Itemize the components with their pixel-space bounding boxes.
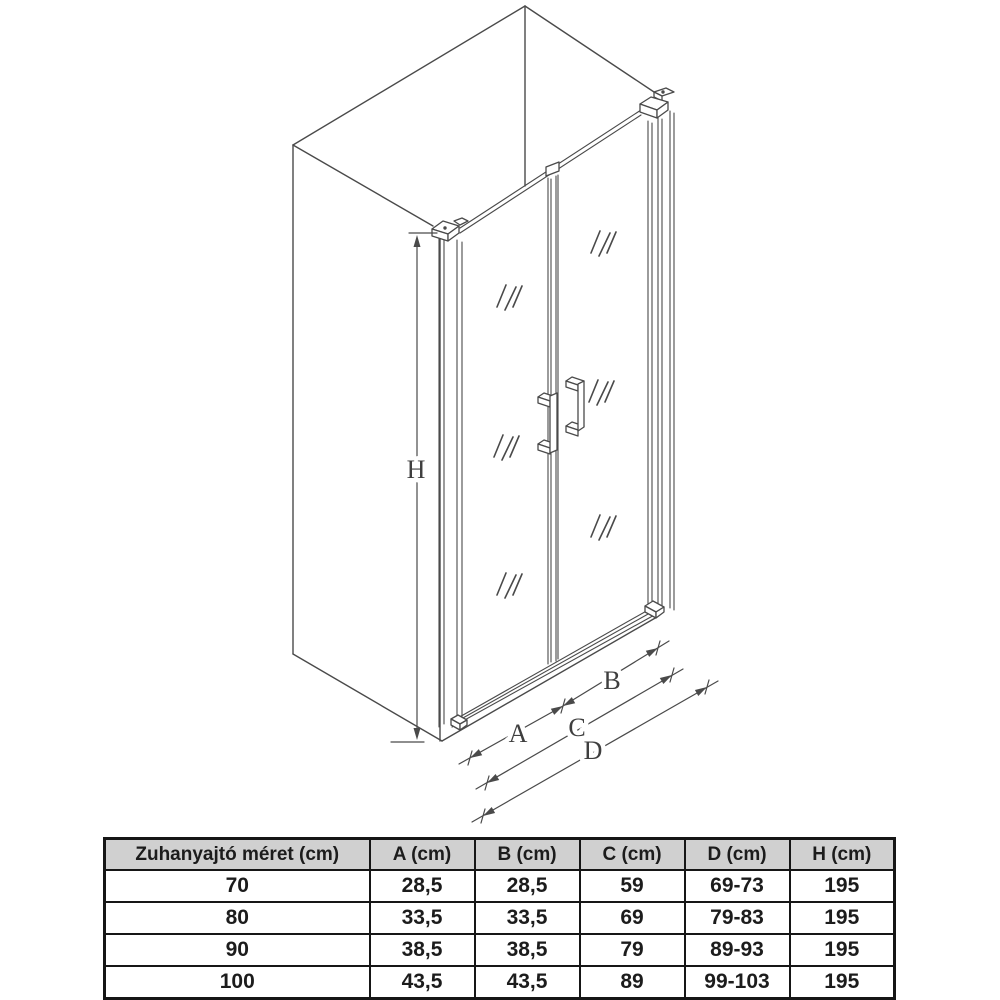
table-row: [105, 966, 895, 999]
cell-c: 89: [580, 966, 685, 999]
dimension-label-A: A: [508, 719, 528, 748]
dimension-d: [472, 680, 718, 823]
cell-c: 79: [580, 934, 685, 966]
dimension-label-D: D: [583, 736, 603, 765]
dimension-label-H: H: [406, 455, 426, 484]
cell-size: 80: [105, 902, 370, 934]
column-header-b: B (cm): [475, 839, 580, 871]
table-row: [105, 870, 895, 902]
dimension-height: [391, 233, 437, 742]
glass-reflection-mark: [494, 435, 519, 460]
cell-a: 33,5: [370, 902, 475, 934]
glass-reflection-mark: [591, 231, 616, 256]
cell-c: 59: [580, 870, 685, 902]
cell-a: 28,5: [370, 870, 475, 902]
right-door-handle: [566, 377, 584, 436]
right-wall-post: [648, 111, 674, 612]
cell-b: 28,5: [475, 870, 580, 902]
enclosure-box-outline: [293, 6, 657, 741]
left-mounting-bracket: [432, 218, 468, 241]
glass-reflection-mark: [497, 573, 522, 598]
column-header-h: H (cm): [790, 839, 895, 871]
right-mounting-bracket: [640, 88, 674, 118]
cell-size: 70: [105, 870, 370, 902]
bracket-screw-dot: [443, 226, 446, 229]
cell-h: 195: [790, 902, 895, 934]
glass-reflection-mark: [591, 515, 616, 540]
cell-d: 99-103: [685, 966, 790, 999]
dimension-label-B: B: [603, 666, 621, 695]
cell-size: 90: [105, 934, 370, 966]
column-header-size: Zuhanyajtó méret (cm): [105, 839, 370, 871]
cell-a: 38,5: [370, 934, 475, 966]
cell-h: 195: [790, 870, 895, 902]
cell-b: 43,5: [475, 966, 580, 999]
table-row: [105, 902, 895, 934]
right-foot-bracket: [645, 601, 664, 618]
table-row: [105, 934, 895, 966]
cell-b: 38,5: [475, 934, 580, 966]
cell-b: 33,5: [475, 902, 580, 934]
cell-size: 100: [105, 966, 370, 999]
cell-d: 69-73: [685, 870, 790, 902]
cell-c: 69: [580, 902, 685, 934]
dimension-label-C: C: [568, 713, 586, 742]
column-header-c: C (cm): [580, 839, 685, 871]
size-spec-table: [103, 837, 896, 1000]
bracket-screw-dot: [661, 90, 664, 93]
glass-reflection-mark: [497, 285, 522, 310]
glass-reflection-mark: [589, 380, 614, 405]
center-pivot-block: [546, 162, 559, 176]
table-header-row: [105, 839, 895, 871]
left-wall-post: [439, 236, 462, 727]
dimension-c: [476, 668, 683, 790]
cell-h: 195: [790, 934, 895, 966]
arrow-down: [414, 728, 421, 740]
cell-d: 89-93: [685, 934, 790, 966]
cell-d: 79-83: [685, 902, 790, 934]
arrow-up: [414, 235, 421, 247]
cell-a: 43,5: [370, 966, 475, 999]
column-header-d: D (cm): [685, 839, 790, 871]
cell-h: 195: [790, 966, 895, 999]
column-header-a: A (cm): [370, 839, 475, 871]
